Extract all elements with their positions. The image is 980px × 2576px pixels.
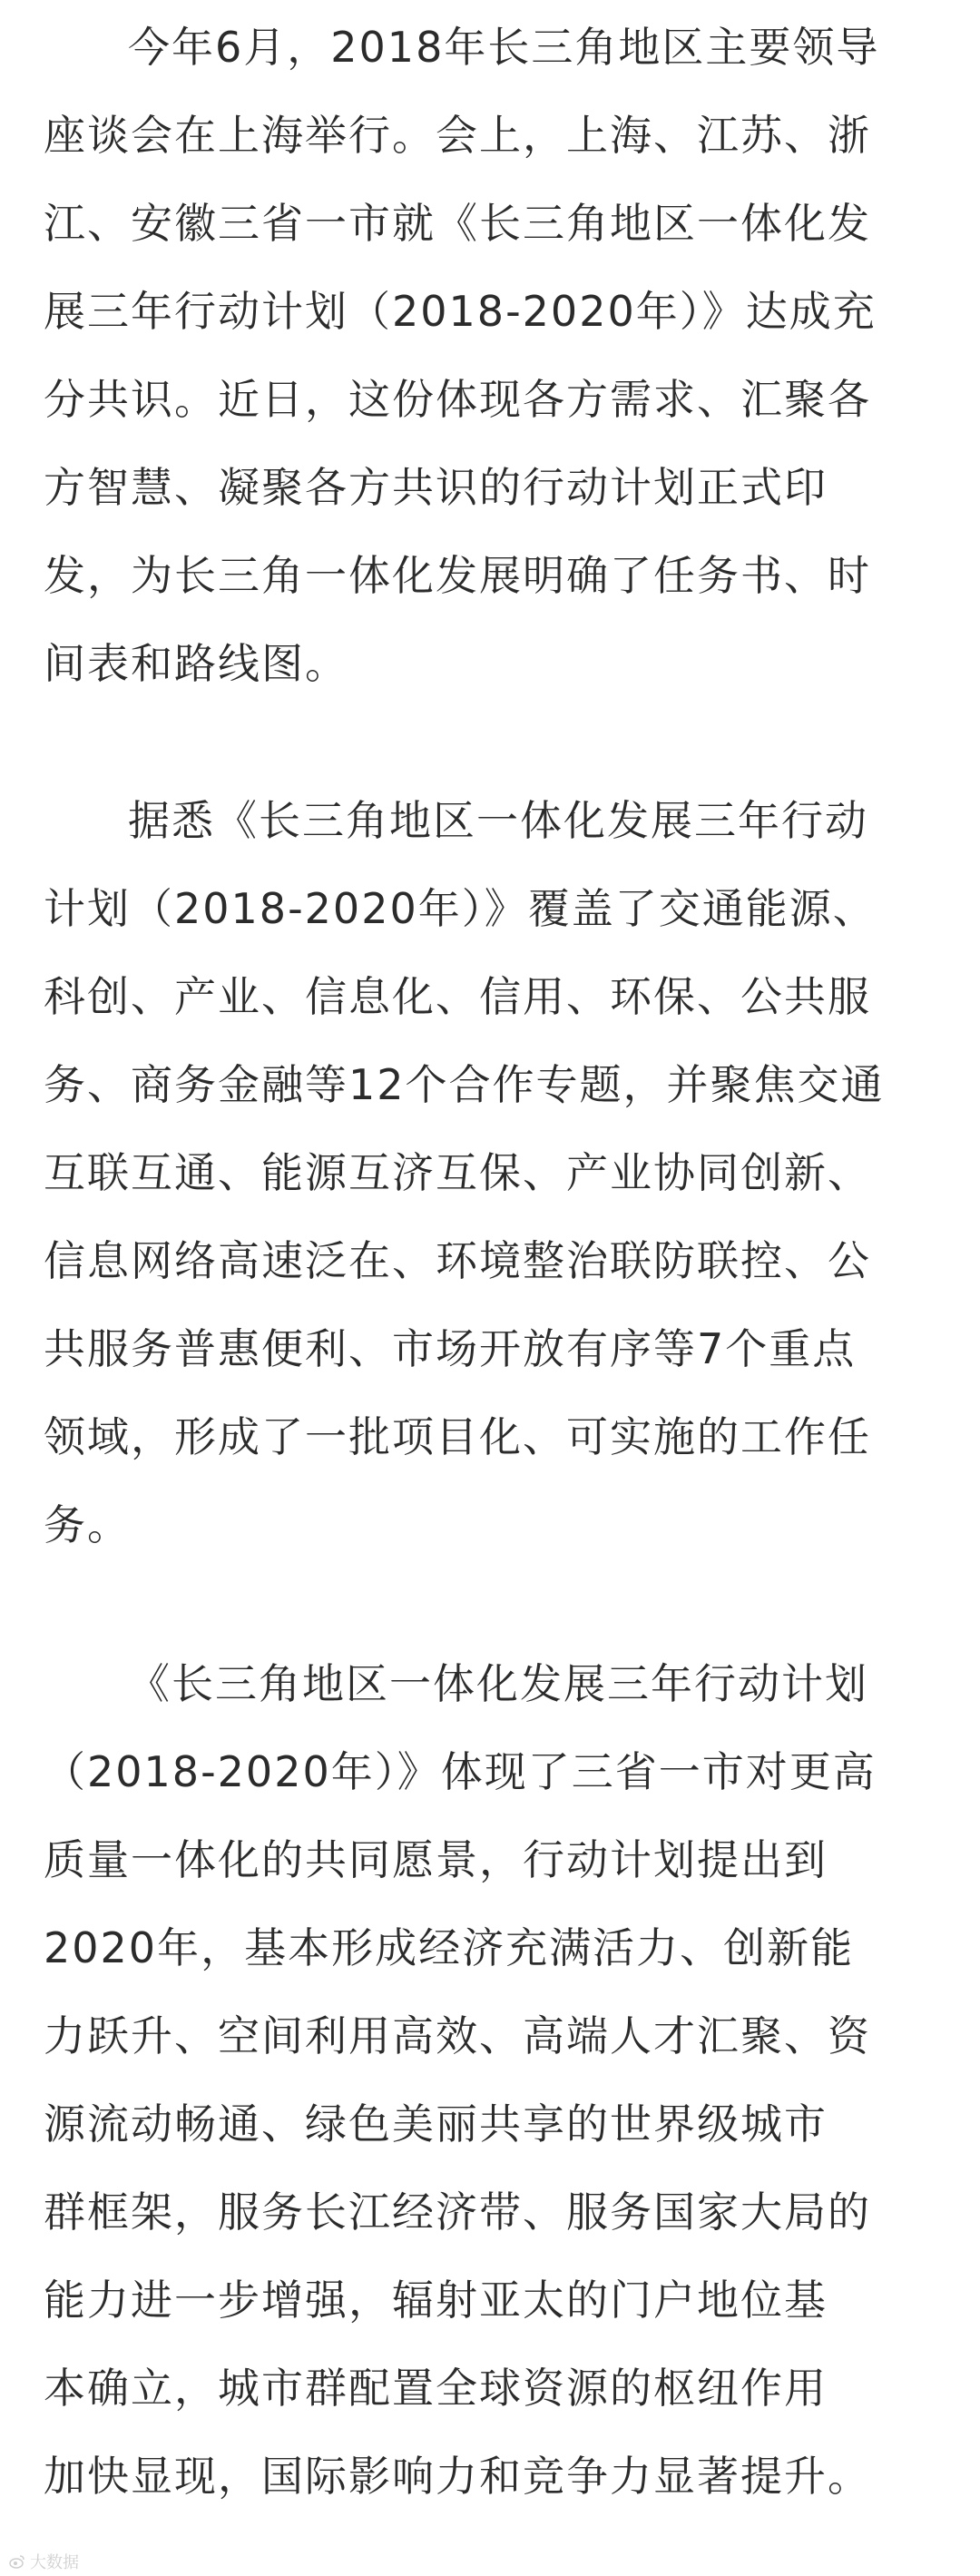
text-line: 源流动畅通、绿色美丽共享的世界级城市 [44,2099,828,2148]
text-line: 据悉《长三角地区一体化发展三年行动 [128,796,868,845]
watermark-text: 大数据 [30,2553,79,2572]
weibo-icon [9,2553,25,2570]
text-line: 共服务普惠便利、市场开放有序等7个重点 [44,1324,857,1373]
text-line: 力跃升、空间利用高效、高端人才汇聚、资 [44,2011,871,2060]
text-line: 能力进一步增强，辐射亚太的门户地位基 [44,2276,828,2325]
paragraph-2 [44,777,942,1569]
text-line: 群框架，服务长江经济带、服务国家大局的 [44,2188,871,2237]
text-line: 展三年行动计划（2018-2020年）》达成充 [44,287,877,336]
paragraph-3 [44,1640,942,2521]
text-line: 本确立，城市群配置全球资源的枢纽作用 [44,2364,828,2413]
text-line: 座谈会在上海举行。会上，上海、江苏、浙 [44,111,871,160]
text-line: 2020年，基本形成经济充满活力、创新能 [44,1923,855,1972]
text-line: 间表和路线图。 [44,639,348,688]
text-line: 今年6月，2018年长三角地区主要领导 [128,23,880,72]
text-line: 科创、产业、信息化、信用、环保、公共服 [44,972,871,1021]
text-line: 方智慧、凝聚各方共识的行动计划正式印 [44,463,828,512]
text-line: 计划（2018-2020年）》覆盖了交通能源、 [44,884,877,933]
watermark [9,2551,79,2572]
paragraph-1 [44,4,942,708]
text-line: 信息网络高速泛在、环境整治联防联控、公 [44,1236,871,1285]
text-line: （2018-2020年）》体现了三省一市对更高 [44,1747,877,1796]
text-line: 质量一体化的共同愿景，行动计划提出到 [44,1835,828,1884]
text-line: 江、安徽三省一市就《长三角地区一体化发 [44,199,871,248]
text-line: 加快显现，国际影响力和竞争力显著提升。 [44,2452,871,2501]
text-line: 互联互通、能源互济互保、产业协同创新、 [44,1148,871,1197]
text-line: 发，为长三角一体化发展明确了任务书、时 [44,551,871,600]
text-line: 《长三角地区一体化发展三年行动计划 [128,1659,868,1708]
text-line: 务、商务金融等12个合作专题，并聚焦交通 [44,1060,885,1109]
text-line: 务。 [44,1500,131,1549]
text-line: 分共识。近日，这份体现各方需求、汇聚各 [44,375,871,424]
text-line: 领域，形成了一批项目化、可实施的工作任 [44,1412,871,1461]
